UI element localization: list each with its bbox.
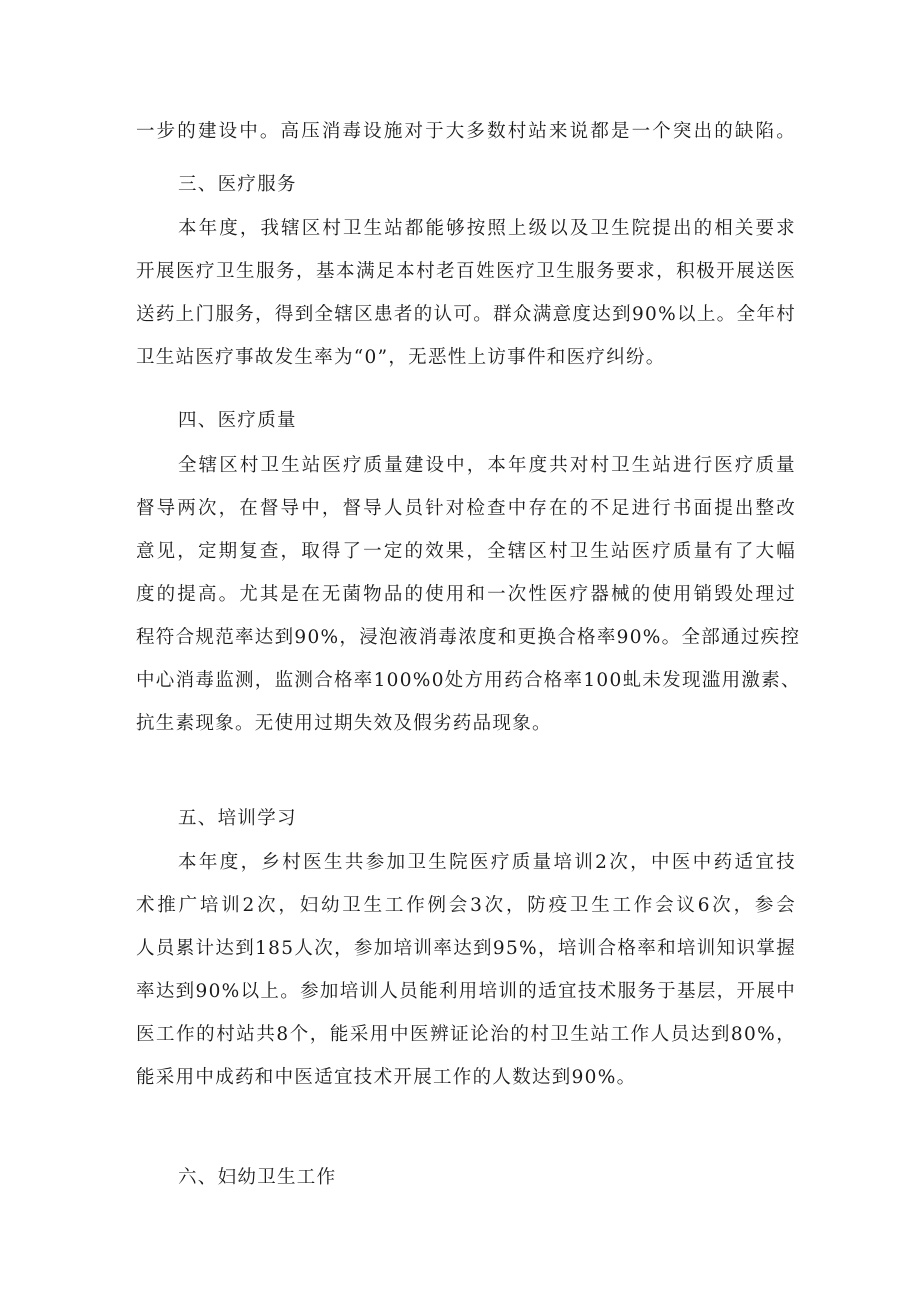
- paragraph-line: 能采用中成药和中医适宜技术开展工作的人数达到90%。: [136, 1067, 637, 1088]
- paragraph-line: 本年度，我辖区村卫生站都能够按照上级以及卫生院提出的相关要求: [178, 218, 796, 239]
- paragraph-line: 送药上门服务，得到全辖区患者的认可。群众满意度达到90%以上。全年村: [136, 304, 796, 325]
- paragraph-line: 抗生素现象。无使用过期失效及假劣药品现象。: [136, 713, 552, 734]
- paragraph-line: 程符合规范率达到90%，浸泡液消毒浓度和更换合格率90%。全部通过疾控: [136, 627, 801, 648]
- paragraph-line: 度的提高。尤其是在无菌物品的使用和一次性医疗器械的使用销毁处理过: [136, 584, 796, 605]
- paragraph-line: 人员累计达到185人次，参加培训率达到95%，培训合格率和培训知识掌握: [136, 938, 796, 959]
- paragraph-line: 一步的建设中。高压消毒设施对于大多数村站来说都是一个突出的缺陷。: [136, 121, 796, 142]
- paragraph-line: 意见，定期复查，取得了一定的效果，全辖区村卫生站医疗质量有了大幅: [136, 541, 796, 562]
- paragraph-line: 中心消毒监测，监测合格率100%0处方用药合格率100虬未发现滥用激素、: [136, 670, 801, 691]
- section-heading-medical-quality: 四、医疗质量: [178, 410, 297, 431]
- paragraph-line: 开展医疗卫生服务，基本满足本村老百姓医疗卫生服务要求，积极开展送医: [136, 261, 796, 282]
- paragraph-line: 术推广培训2次，妇幼卫生工作例会3次，防疫卫生工作会议6次，参会: [136, 895, 796, 916]
- section-heading-maternal-child-health: 六、妇幼卫生工作: [178, 1167, 337, 1188]
- paragraph-line: 全辖区村卫生站医疗质量建设中，本年度共对村卫生站进行医疗质量: [178, 455, 796, 476]
- paragraph-line: 率达到90%以上。参加培训人员能利用培训的适宜技术服务于基层，开展中: [136, 981, 796, 1002]
- paragraph-line: 督导两次，在督导中，督导人员针对检查中存在的不足进行书面提出整改: [136, 498, 796, 519]
- paragraph-line: 本年度，乡村医生共参加卫生院医疗质量培训2次，中医中药适宜技: [178, 852, 796, 873]
- section-heading-training: 五、培训学习: [178, 808, 297, 829]
- paragraph-line: 卫生站医疗事故发生率为“0”，无恶性上访事件和医疗纠纷。: [136, 347, 666, 368]
- paragraph-line: 医工作的村站共8个，能采用中医辨证论治的村卫生站工作人员达到80%，: [136, 1024, 796, 1045]
- section-heading-medical-service: 三、医疗服务: [178, 174, 297, 195]
